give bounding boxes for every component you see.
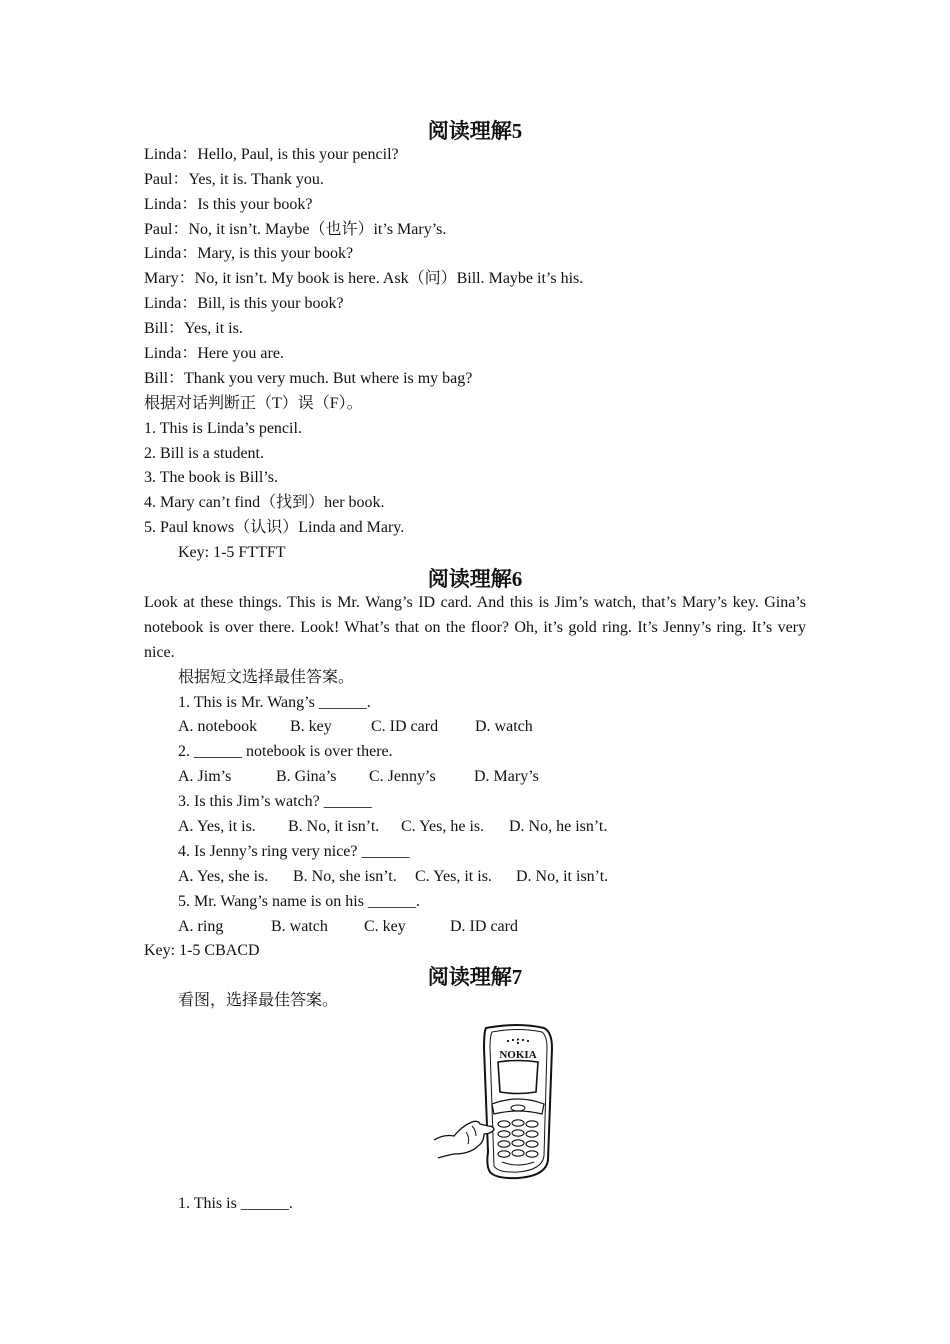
answer-options bbox=[144, 815, 806, 840]
question: 1. This is Linda’s pencil. bbox=[144, 419, 302, 437]
dialogue-line: Paul：Yes, it is. Thank you. bbox=[144, 170, 324, 188]
question: 5. Paul knows（认识）Linda and Mary. bbox=[144, 519, 405, 537]
option: C. Yes, it is. bbox=[415, 867, 492, 885]
option: A. notebook bbox=[178, 718, 258, 736]
question: 4. Mary can’t find（找到）her book. bbox=[144, 494, 385, 512]
dialogue-line: Mary：No, it isn’t. My book is here. Ask（问）Bill. Maybe it’s his. bbox=[144, 270, 584, 288]
dialogue-line: Linda：Hello, Paul, is this your pencil? bbox=[144, 145, 399, 163]
question: 1. This is ______. bbox=[178, 1195, 293, 1213]
question: 4. Is Jenny’s ring very nice? ______ bbox=[178, 842, 410, 860]
section-7-instruction: 看图，选择最佳答案。 bbox=[178, 992, 339, 1010]
question: 5. Mr. Wang’s name is on his ______. bbox=[178, 892, 420, 910]
option: C. Yes, he is. bbox=[401, 817, 485, 835]
answer-key: Key: 1-5 FTTFT bbox=[178, 544, 286, 562]
option: D. No, it isn’t. bbox=[516, 867, 609, 885]
option: B. watch bbox=[271, 917, 328, 935]
answer-key: Key: 1-5 CBACD bbox=[144, 942, 260, 960]
question: 3. The book is Bill’s. bbox=[144, 469, 278, 487]
option: A. Yes, she is. bbox=[178, 867, 269, 885]
question: 2. Bill is a student. bbox=[144, 444, 264, 462]
option: B. No, she isn’t. bbox=[293, 867, 397, 885]
document-page bbox=[144, 118, 806, 1217]
dialogue-line: Linda：Bill, is this your book? bbox=[144, 295, 344, 313]
section-5-dialogue bbox=[144, 143, 806, 392]
option: C. key bbox=[364, 917, 406, 935]
answer-options bbox=[144, 715, 806, 740]
dialogue-line: Linda：Mary, is this your book? bbox=[144, 245, 354, 263]
option: A. ring bbox=[178, 917, 224, 935]
dialogue-line: Linda：Is this your book? bbox=[144, 195, 313, 213]
dialogue-line: Bill：Yes, it is. bbox=[144, 320, 243, 338]
option: C. ID card bbox=[371, 718, 439, 736]
dialogue-line: Bill：Thank you very much. But where is my bag? bbox=[144, 369, 473, 387]
question: 2. ______ notebook is over there. bbox=[178, 743, 393, 761]
option: D. Mary’s bbox=[474, 768, 539, 786]
option: A. Yes, it is. bbox=[178, 817, 256, 835]
dialogue-line: Linda：Here you are. bbox=[144, 345, 284, 363]
section-6-title: 阅读理解6 bbox=[427, 567, 523, 592]
question: 1. This is Mr. Wang’s ______. bbox=[178, 693, 371, 711]
option: B. No, it isn’t. bbox=[288, 817, 380, 835]
option: D. watch bbox=[475, 718, 533, 736]
answer-options bbox=[144, 915, 806, 940]
section-5-instruction: 根据对话判断正（T）误（F）。 bbox=[144, 394, 363, 412]
section-7-title: 阅读理解7 bbox=[427, 965, 523, 990]
option: C. Jenny’s bbox=[369, 768, 436, 786]
section-6-passage: Look at these things. This is Mr. Wang’s ID card. And this is Jim’s watch, that’s Mary’s key. Gina’s notebook is over there. Look! What’s that on the floor? Oh, it’s gold ring. It’s Jenny’s ring. It’s very nice. bbox=[144, 593, 806, 661]
mobile-phone-icon bbox=[432, 1022, 554, 1180]
option: A. Jim’s bbox=[178, 768, 232, 786]
section-5-title: 阅读理解5 bbox=[427, 119, 523, 143]
option: D. ID card bbox=[450, 917, 518, 935]
phone-brand-label: NOKIA bbox=[499, 1049, 537, 1062]
option: B. key bbox=[290, 718, 332, 736]
option: D. No, he isn’t. bbox=[509, 817, 608, 835]
section-6-instruction: 根据短文选择最佳答案。 bbox=[178, 668, 355, 686]
question: 3. Is this Jim’s watch? ______ bbox=[178, 793, 372, 811]
option: B. Gina’s bbox=[276, 768, 337, 786]
answer-options bbox=[144, 765, 806, 790]
answer-options bbox=[144, 865, 806, 890]
phone-illustration bbox=[144, 1014, 806, 1192]
dialogue-line: Paul：No, it isn’t. Maybe（也许）it’s Mary’s. bbox=[144, 220, 447, 238]
